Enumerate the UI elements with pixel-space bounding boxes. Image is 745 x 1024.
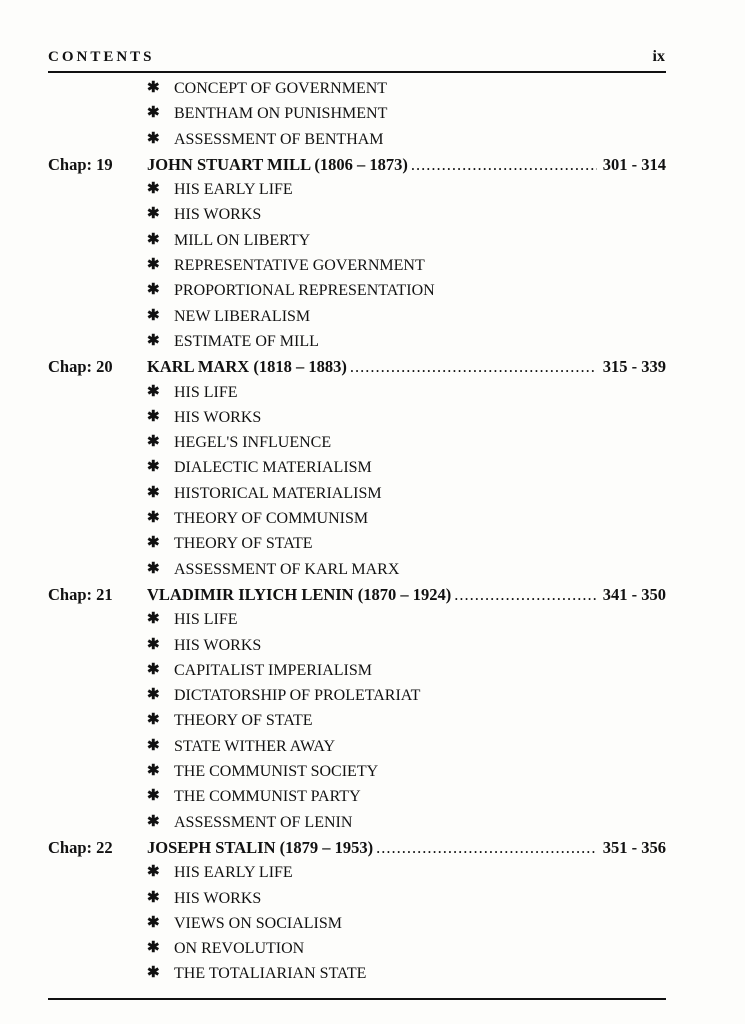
toc-item xyxy=(48,228,666,253)
toc-item-text: HIS WORKS xyxy=(174,206,262,224)
toc-item-text: DIALECTIC MATERIALISM xyxy=(174,459,372,477)
asterisk-bullet-icon: ✱ xyxy=(147,889,160,906)
asterisk-bullet-icon: ✱ xyxy=(147,788,160,805)
asterisk-bullet-icon: ✱ xyxy=(147,813,160,830)
toc-item xyxy=(48,961,666,986)
page-title: CONTENTS xyxy=(48,49,155,65)
toc-item-text: ASSESSMENT OF BENTHAM xyxy=(174,130,384,148)
toc-item-text: HIS LIFE xyxy=(174,383,238,401)
toc-item-text: VIEWS ON SOCIALISM xyxy=(174,914,342,932)
toc-item xyxy=(48,253,666,278)
chapter-number: Chap: 21 xyxy=(48,584,113,604)
chapter-number: Chap: 19 xyxy=(48,154,113,174)
toc-item-text: THE COMMUNIST SOCIETY xyxy=(174,763,379,781)
toc-item-text: ASSESSMENT OF LENIN xyxy=(174,813,353,831)
toc-item-text: HIS WORKS xyxy=(174,889,262,907)
toc-item xyxy=(48,860,666,885)
chapter-number: Chap: 22 xyxy=(48,837,113,857)
dot-leader xyxy=(454,582,597,607)
toc-item-text: PROPORTIONAL REPRESENTATION xyxy=(174,282,435,300)
asterisk-bullet-icon: ✱ xyxy=(147,940,160,957)
toc-item-text: HIS WORKS xyxy=(174,408,262,426)
toc-item-text: HEGEL'S INFLUENCE xyxy=(174,434,332,452)
toc-item-text: CONCEPT OF GOVERNMENT xyxy=(174,80,388,97)
dot-leader xyxy=(376,835,597,860)
chapter-title: JOSEPH STALIN (1879 – 1953) xyxy=(147,837,374,857)
toc-item-text: HIS EARLY LIFE xyxy=(174,864,293,882)
toc-item xyxy=(48,177,666,202)
asterisk-bullet-icon: ✱ xyxy=(147,206,160,223)
header-rule xyxy=(48,71,666,73)
dot-leader xyxy=(350,354,597,379)
toc-item xyxy=(48,531,666,556)
toc-item xyxy=(48,329,666,354)
toc-item xyxy=(48,810,666,835)
footer-rule xyxy=(48,998,666,1000)
asterisk-bullet-icon: ✱ xyxy=(147,408,160,425)
asterisk-bullet-icon: ✱ xyxy=(147,535,160,552)
toc-item xyxy=(48,278,666,303)
asterisk-bullet-icon: ✱ xyxy=(147,611,160,628)
toc-item-text: THE TOTALIARIAN STATE xyxy=(174,965,367,983)
toc-item xyxy=(48,380,666,405)
asterisk-bullet-icon: ✱ xyxy=(147,434,160,451)
toc-item-text: ON REVOLUTION xyxy=(174,940,305,958)
chapter-title: VLADIMIR ILYICH LENIN (1870 – 1924) xyxy=(147,584,452,604)
chapter-entry xyxy=(48,835,666,860)
toc-item-text: NEW LIBERALISM xyxy=(174,307,311,325)
toc-item-text: DICTATORSHIP OF PROLETARIAT xyxy=(174,687,421,705)
asterisk-bullet-icon: ✱ xyxy=(147,130,160,147)
toc-item xyxy=(48,481,666,506)
toc-item xyxy=(48,202,666,227)
page-number: ix xyxy=(652,48,665,65)
toc-item xyxy=(48,633,666,658)
asterisk-bullet-icon: ✱ xyxy=(147,510,160,527)
page-range: 315 - 339 xyxy=(602,357,666,377)
toc-item xyxy=(48,76,666,101)
toc-item-text: HIS LIFE xyxy=(174,611,238,629)
toc-item xyxy=(48,127,666,152)
toc-item-text: CAPITALIST IMPERIALISM xyxy=(174,661,372,679)
chapter-number: Chap: 20 xyxy=(48,357,113,377)
toc-item xyxy=(48,430,666,455)
toc-item-text: ASSESSMENT OF KARL MARX xyxy=(174,560,400,578)
asterisk-bullet-icon: ✱ xyxy=(147,712,160,729)
toc-item-text: HIS EARLY LIFE xyxy=(174,181,293,199)
asterisk-bullet-icon: ✱ xyxy=(147,231,160,248)
toc-item-text: BENTHAM ON PUNISHMENT xyxy=(174,105,388,123)
toc-item xyxy=(48,455,666,480)
asterisk-bullet-icon: ✱ xyxy=(147,636,160,653)
asterisk-bullet-icon: ✱ xyxy=(147,914,160,931)
asterisk-bullet-icon: ✱ xyxy=(147,80,160,96)
asterisk-bullet-icon: ✱ xyxy=(147,257,160,274)
toc-item xyxy=(48,405,666,430)
toc-item-text: THEORY OF STATE xyxy=(174,712,313,730)
chapter-entry xyxy=(48,152,666,177)
asterisk-bullet-icon: ✱ xyxy=(147,763,160,780)
asterisk-bullet-icon: ✱ xyxy=(147,307,160,324)
asterisk-bullet-icon: ✱ xyxy=(147,282,160,299)
toc-item xyxy=(48,101,666,126)
asterisk-bullet-icon: ✱ xyxy=(147,737,160,754)
toc-item xyxy=(48,886,666,911)
toc-item xyxy=(48,683,666,708)
toc-item-text: THEORY OF COMMUNISM xyxy=(174,510,369,528)
toc-item-text: HISTORICAL MATERIALISM xyxy=(174,484,382,502)
toc-item xyxy=(48,936,666,961)
page-range: 301 - 314 xyxy=(602,154,666,174)
page-range: 341 - 350 xyxy=(602,584,666,604)
toc-item xyxy=(48,759,666,784)
asterisk-bullet-icon: ✱ xyxy=(147,965,160,982)
toc-item xyxy=(48,911,666,936)
asterisk-bullet-icon: ✱ xyxy=(147,332,160,349)
toc-item xyxy=(48,658,666,683)
asterisk-bullet-icon: ✱ xyxy=(147,864,160,881)
toc-item xyxy=(48,304,666,329)
asterisk-bullet-icon: ✱ xyxy=(147,484,160,501)
asterisk-bullet-icon: ✱ xyxy=(147,181,160,198)
toc-item xyxy=(48,734,666,759)
toc-item-text: ESTIMATE OF MILL xyxy=(174,332,319,350)
page-header xyxy=(48,47,665,69)
table-of-contents xyxy=(48,76,666,987)
toc-item xyxy=(48,784,666,809)
toc-item-text: STATE WITHER AWAY xyxy=(174,737,335,755)
toc-item-text: THE COMMUNIST PARTY xyxy=(174,788,361,806)
dot-leader xyxy=(411,152,597,177)
asterisk-bullet-icon: ✱ xyxy=(147,383,160,400)
chapter-title: JOHN STUART MILL (1806 – 1873) xyxy=(147,154,408,174)
asterisk-bullet-icon: ✱ xyxy=(147,459,160,476)
toc-item-text: THEORY OF STATE xyxy=(174,535,313,553)
asterisk-bullet-icon: ✱ xyxy=(147,687,160,704)
toc-item xyxy=(48,607,666,632)
chapter-entry xyxy=(48,582,666,607)
toc-item-text: MILL ON LIBERTY xyxy=(174,231,311,249)
toc-item xyxy=(48,708,666,733)
asterisk-bullet-icon: ✱ xyxy=(147,661,160,678)
page-range: 351 - 356 xyxy=(602,837,666,857)
asterisk-bullet-icon: ✱ xyxy=(147,105,160,122)
chapter-title: KARL MARX (1818 – 1883) xyxy=(147,357,347,377)
toc-item-text: REPRESENTATIVE GOVERNMENT xyxy=(174,257,425,275)
toc-item xyxy=(48,557,666,582)
asterisk-bullet-icon: ✱ xyxy=(147,560,160,577)
chapter-entry xyxy=(48,354,666,379)
toc-item xyxy=(48,506,666,531)
toc-item-text: HIS WORKS xyxy=(174,636,262,654)
